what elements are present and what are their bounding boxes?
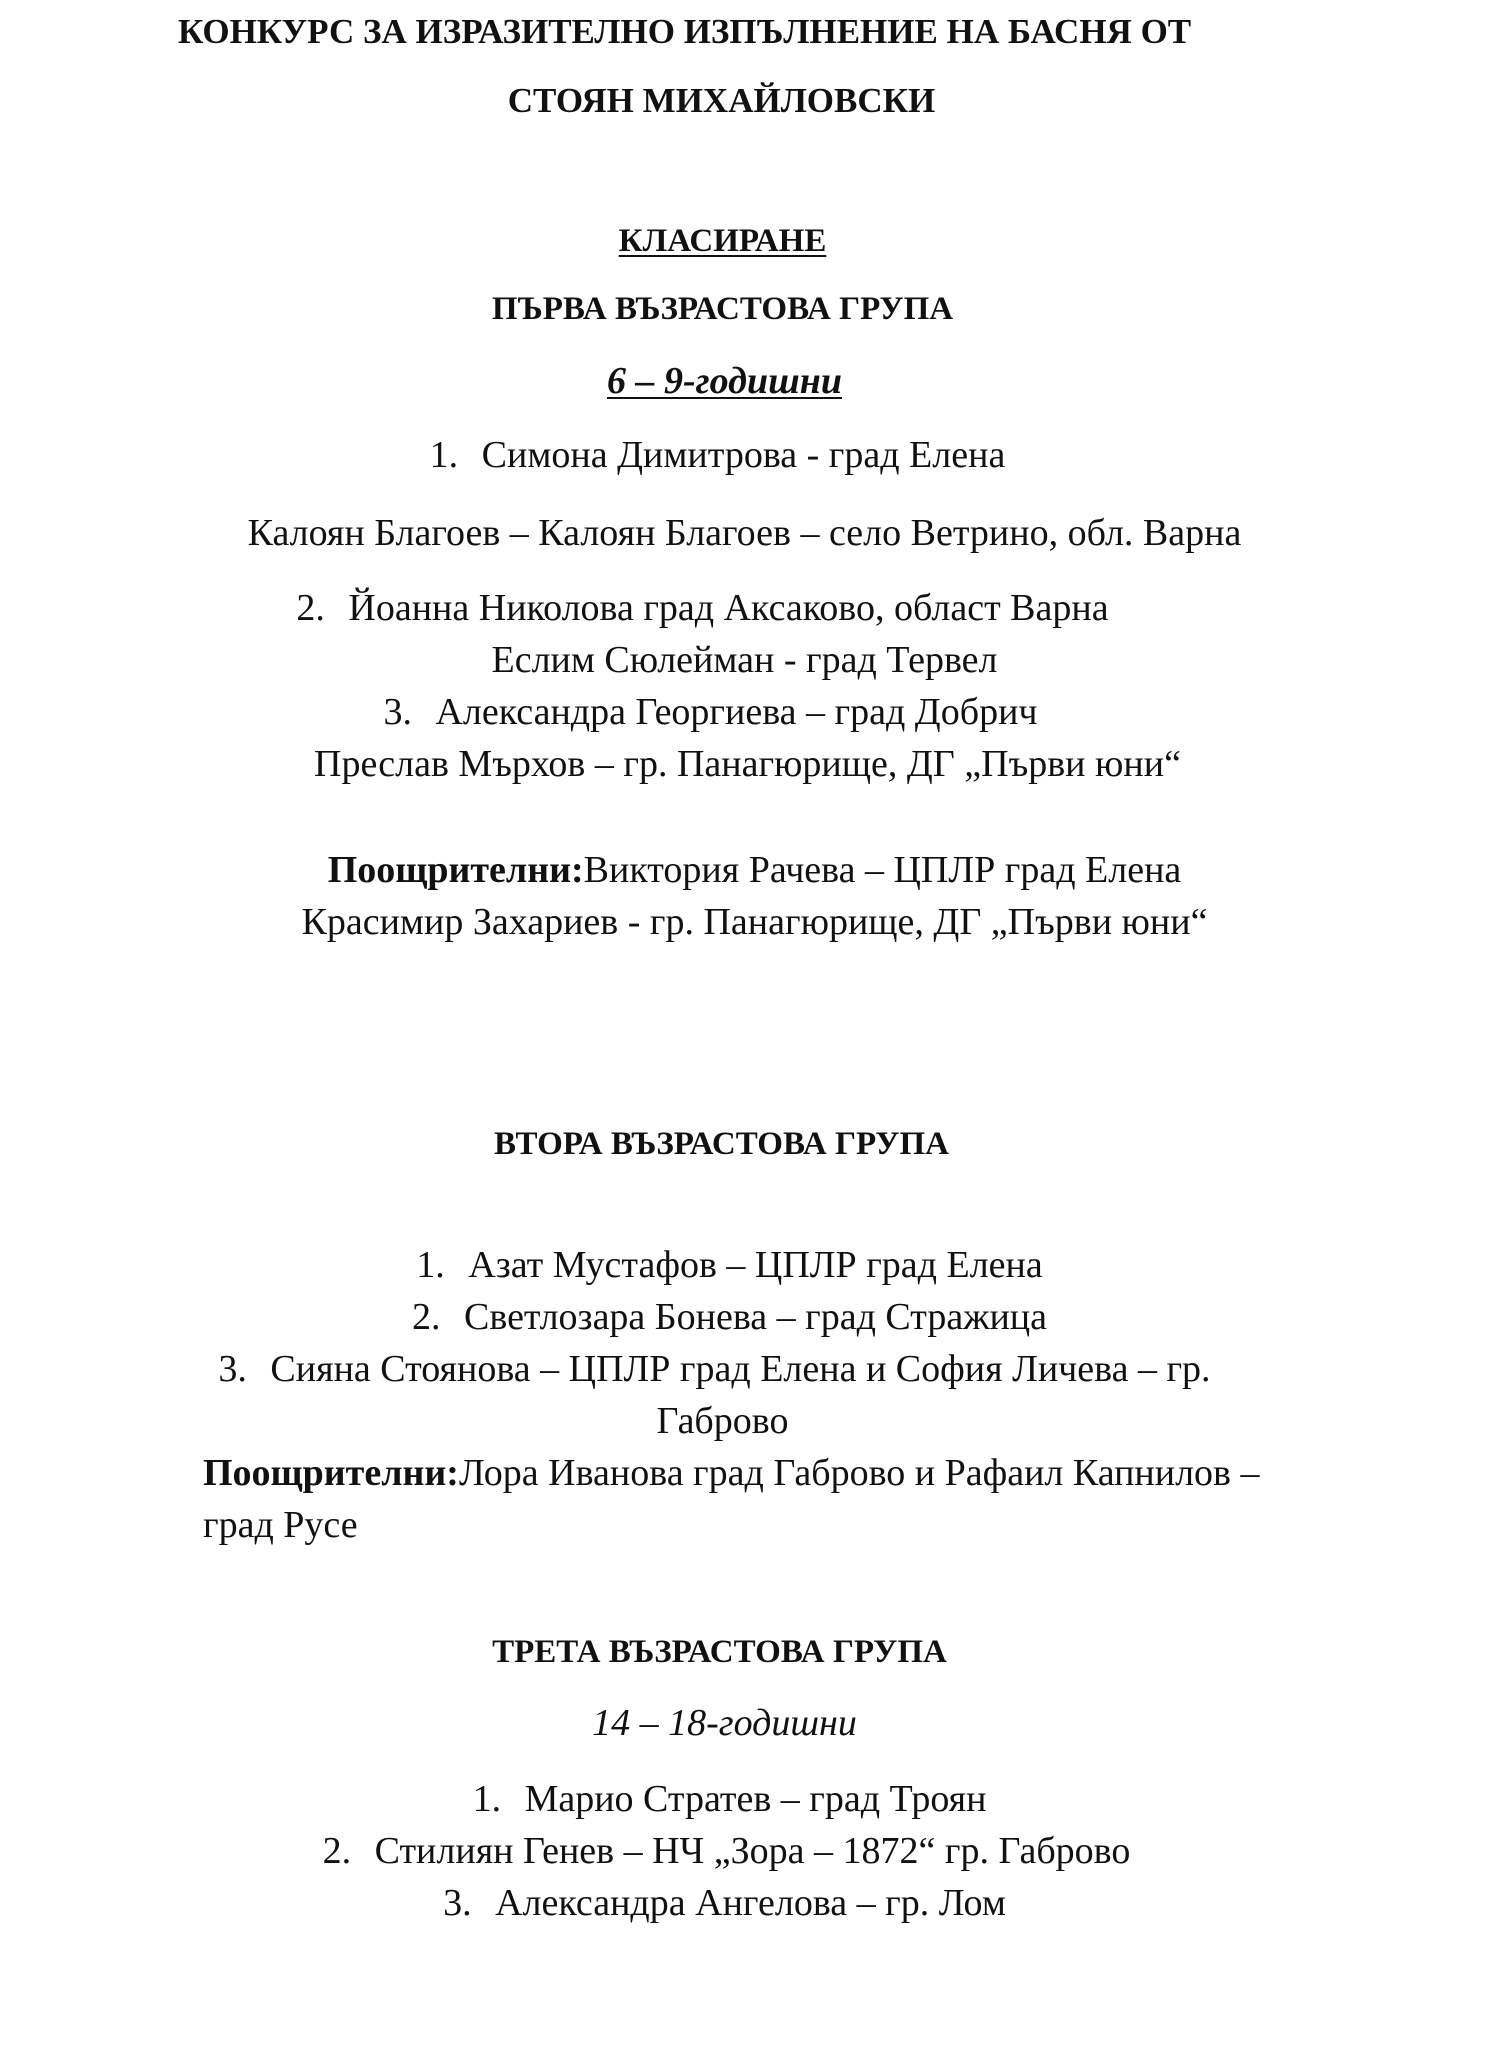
group1-encouragement-line-1 <box>0 851 1509 889</box>
group1-line-6 <box>0 745 1502 783</box>
group3-heading <box>0 1636 1474 1669</box>
group2-heading <box>0 1128 1476 1161</box>
encouragement-text: Виктория Рачева – ЦПЛР град Елена <box>583 849 1182 891</box>
list-item-text: Габрово <box>656 1400 789 1442</box>
list-number: 3. <box>383 691 412 733</box>
group2-heading-text: ВТОРА ВЪЗРАСТОВА ГРУПА <box>493 1126 950 1162</box>
encouragement-text: Красимир Захариев - гр. Панагюрище, ДГ „Първи юни“ <box>301 901 1208 943</box>
group1-place-3 <box>0 693 1465 731</box>
ranking-heading-text: КЛАСИРАНЕ <box>618 223 827 259</box>
group2-place-3 <box>0 1350 1469 1388</box>
group1-heading <box>0 293 1477 326</box>
list-number: 2. <box>322 1830 352 1872</box>
group2-encouragement-line-1 <box>203 1454 1453 1492</box>
group1-encouragement-line-2 <box>0 903 1509 941</box>
encouragement-label: Поощрителни: <box>327 849 584 891</box>
document-title-line-2 <box>0 83 1476 118</box>
list-number: 1. <box>416 1244 445 1286</box>
group1-line-2 <box>0 514 1499 552</box>
list-item-text: Сияна Стоянова – ЦПЛР град Елена и София Личева – гр. <box>270 1348 1211 1390</box>
group1-heading-text: ПЪРВА ВЪЗРАСТОВА ГРУПА <box>491 291 954 327</box>
group3-heading-text: ТРЕТА ВЪЗРАСТОВА ГРУПА <box>492 1634 947 1670</box>
group3-place-1 <box>0 1780 1484 1818</box>
list-item-text: Светлозара Бонева – град Стражица <box>464 1296 1047 1338</box>
group1-place-2 <box>0 589 1457 627</box>
list-item-text: Александра Георгиева – град Добрич <box>435 691 1038 733</box>
group1-place-1 <box>0 436 1472 474</box>
list-number: 1. <box>472 1778 502 1820</box>
list-item-text: Азат Мустафов – ЦПЛР град Елена <box>468 1244 1043 1286</box>
group2-line-4 <box>0 1402 1477 1440</box>
list-item-text: Калоян Благоев – Калоян Благоев – село Ветрино, обл. Варна <box>247 512 1242 554</box>
document-title-line-1 <box>0 14 1439 49</box>
title-text-1: КОНКУРС ЗА ИЗРАЗИТЕЛНО ИЗПЪЛНЕНИЕ НА БАСНЯ ОТ <box>177 12 1192 51</box>
list-item-text: Александра Ангелова – гр. Лом <box>495 1882 1006 1924</box>
title-text-2: СТОЯН МИХАЙЛОВСКИ <box>507 81 936 120</box>
group2-place-1 <box>0 1246 1484 1284</box>
group2-place-2 <box>0 1298 1484 1336</box>
list-number: 2. <box>296 587 325 629</box>
group3-place-3 <box>0 1884 1479 1922</box>
list-item-text: Симона Димитрова - град Елена <box>481 434 1006 476</box>
ranking-heading <box>0 225 1477 258</box>
encouragement-text: град Русе <box>203 1504 358 1546</box>
encouragement-text: Лора Иванова град Габрово и Рафаил Капнилов – <box>458 1452 1260 1494</box>
group1-line-4 <box>0 641 1499 679</box>
group1-age-text: 6 – 9-годишни <box>606 360 843 402</box>
group2-encouragement-line-2 <box>203 1506 1453 1544</box>
encouragement-label: Поощрителни: <box>203 1452 459 1494</box>
list-number: 3. <box>218 1348 247 1390</box>
list-item-text: Еслим Сюлейман - град Тервел <box>491 639 998 681</box>
list-number: 3. <box>443 1882 472 1924</box>
list-item-text: Марио Стратев – град Троян <box>524 1778 987 1820</box>
group3-age-range <box>0 1704 1479 1742</box>
group1-age-range <box>0 362 1479 400</box>
list-number: 2. <box>412 1296 441 1338</box>
list-number: 1. <box>429 434 459 476</box>
group3-place-2 <box>0 1832 1481 1870</box>
list-item-text: Стилиян Генев – НЧ „Зора – 1872“ гр. Габрово <box>374 1830 1131 1872</box>
list-item-text: Преслав Мърхов – гр. Панагюрище, ДГ „Първи юни“ <box>314 743 1181 785</box>
group3-age-text: 14 – 18-годишни <box>592 1702 857 1744</box>
list-item-text: Йоанна Николова град Аксаково, област Варна <box>348 587 1109 629</box>
